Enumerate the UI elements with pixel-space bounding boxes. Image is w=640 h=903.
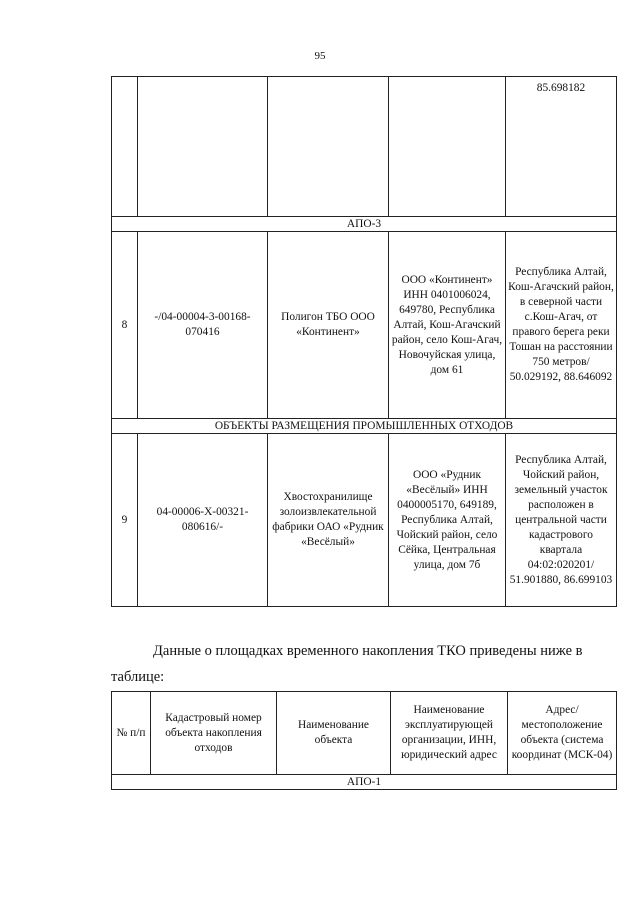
cell-num: 8 xyxy=(112,232,138,419)
paragraph-line-1: Данные о площадках временного накопления ТКО приведены ниже в xyxy=(153,643,583,659)
paragraph-line-2: таблице: xyxy=(111,669,165,685)
header-row xyxy=(112,692,617,775)
table-row xyxy=(112,232,617,419)
cell-name xyxy=(268,77,389,217)
cell-address: Республика Алтай, Чойский район, земельный участок расположен в центральной части кадастрового квартала 04:02:020201/ 51.901880, 86.699103 xyxy=(506,434,617,607)
header-cadastral: Кадастровый номер объекта накопления отходов xyxy=(151,692,277,775)
section-row-apo1 xyxy=(112,775,617,790)
header-address: Адрес/ местоположение объекта (система координат (МСК-04) xyxy=(508,692,617,775)
cell-operator: ООО «Рудник «Весёлый» ИНН 0400005170, 649189, Республика Алтай, Чойский район, село Сёйка, Центральная улица, дом 7б xyxy=(389,434,506,607)
cell-address: 85.698182 xyxy=(506,77,617,217)
cell-num xyxy=(112,77,138,217)
cell-num: 9 xyxy=(112,434,138,607)
page-number: 95 xyxy=(314,50,326,62)
table-row xyxy=(112,434,617,607)
section-label: ОБЪЕКТЫ РАЗМЕЩЕНИЯ ПРОМЫШЛЕННЫХ ОТХОДОВ xyxy=(112,419,617,434)
cell-address: Республика Алтай, Кош-Агачский район, в северной части с.Кош-Агач, от правого берега реки Тошан на расстоянии 750 метров/ 50.029192, 88.646092 xyxy=(506,232,617,419)
cell-cadastral: -/04-00004-3-00168-070416 xyxy=(138,232,268,419)
cell-operator: ООО «Континент» ИНН 0401006024, 649780, Республика Алтай, Кош-Агачский район, село Кош-Агач, Новочуйская улица, дом 61 xyxy=(389,232,506,419)
header-name: Наименование объекта xyxy=(277,692,391,775)
section-label: АПО-3 xyxy=(112,217,617,232)
cell-name: Полигон ТБО ООО «Континент» xyxy=(268,232,389,419)
cell-cadastral xyxy=(138,77,268,217)
section-label: АПО-1 xyxy=(112,775,617,790)
cell-cadastral: 04-00006-Х-00321-080616/- xyxy=(138,434,268,607)
waste-objects-table xyxy=(111,76,617,607)
table-row-continued xyxy=(112,77,617,217)
header-operator: Наименование эксплуатирующей организации, ИНН, юридический адрес xyxy=(391,692,508,775)
cell-name: Хвостохранилище золоизвлекательной фабрики ОАО «Рудник «Весёлый» xyxy=(268,434,389,607)
section-row-industrial xyxy=(112,419,617,434)
cell-operator xyxy=(389,77,506,217)
section-row-apo3 xyxy=(112,217,617,232)
header-num: № п/п xyxy=(112,692,151,775)
temp-storage-table xyxy=(111,691,617,790)
